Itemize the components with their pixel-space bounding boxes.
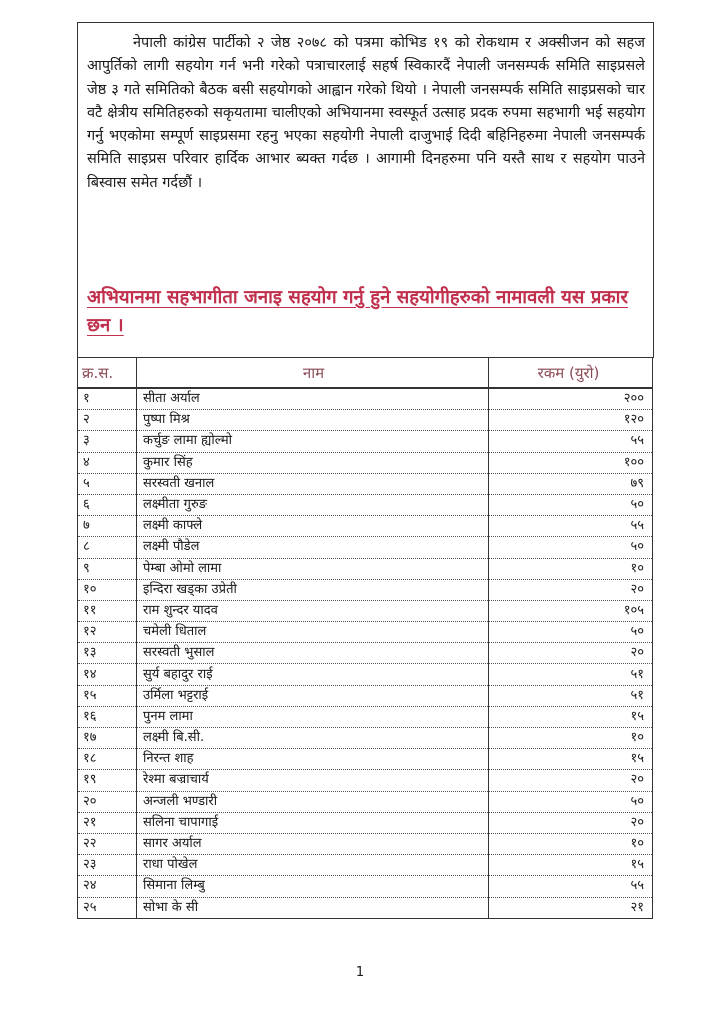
table-row xyxy=(78,600,653,621)
cell-serial: ५ xyxy=(78,473,137,494)
cell-amount: ५१ xyxy=(489,685,653,706)
table-row xyxy=(78,473,653,494)
table-row xyxy=(78,833,653,854)
table-row xyxy=(78,494,653,515)
table-row xyxy=(78,537,653,558)
cell-amount: १२० xyxy=(489,410,653,431)
cell-serial: १४ xyxy=(78,664,137,685)
table-header-row xyxy=(78,358,653,389)
cell-name: लक्ष्मी बि.सी. xyxy=(137,728,489,749)
table-row xyxy=(78,706,653,727)
table-row xyxy=(78,664,653,685)
cell-amount: १० xyxy=(489,833,653,854)
table-row xyxy=(78,643,653,664)
cell-name: कुमार सिंह xyxy=(137,452,489,473)
cell-name: पुनम लामा xyxy=(137,706,489,727)
cell-amount: १०० xyxy=(489,452,653,473)
cell-amount: २१ xyxy=(489,897,653,918)
cell-amount: २० xyxy=(489,770,653,791)
cell-serial: ४ xyxy=(78,452,137,473)
cell-amount: २०० xyxy=(489,388,653,410)
cell-name: पेम्बा ओमो लामा xyxy=(137,558,489,579)
cell-serial: १० xyxy=(78,579,137,600)
cell-serial: ११ xyxy=(78,600,137,621)
table-row xyxy=(78,452,653,473)
cell-name: लक्ष्मी पौडेल xyxy=(137,537,489,558)
cell-name: उर्मिला भट्टराई xyxy=(137,685,489,706)
cell-serial: १३ xyxy=(78,643,137,664)
cell-serial: २० xyxy=(78,791,137,812)
cell-amount: ५० xyxy=(489,791,653,812)
cell-amount: ५० xyxy=(489,537,653,558)
cell-name: चमेली धिताल xyxy=(137,622,489,643)
table-row xyxy=(78,876,653,897)
table-row xyxy=(78,685,653,706)
cell-serial: १८ xyxy=(78,749,137,770)
cell-amount: ५५ xyxy=(489,876,653,897)
section-heading xyxy=(87,284,647,340)
cell-name: अन्जली भण्डारी xyxy=(137,791,489,812)
cell-name: कर्चुङ लामा ह्योल्मो xyxy=(137,431,489,452)
cell-serial: ८ xyxy=(78,537,137,558)
table-row xyxy=(78,388,653,410)
page-number: 1 xyxy=(355,965,365,980)
cell-amount: १०५ xyxy=(489,600,653,621)
cell-amount: २० xyxy=(489,812,653,833)
cell-name: राधा पोखेल xyxy=(137,855,489,876)
cell-name: लक्ष्मीता गुरुङ xyxy=(137,494,489,515)
cell-serial: १२ xyxy=(78,622,137,643)
cell-serial: १५ xyxy=(78,685,137,706)
cell-name: राम शुन्दर यादव xyxy=(137,600,489,621)
table-row xyxy=(78,579,653,600)
cell-amount: १० xyxy=(489,728,653,749)
cell-amount: ७९ xyxy=(489,473,653,494)
cell-serial: २४ xyxy=(78,876,137,897)
cell-serial: १ xyxy=(78,388,137,410)
table-row xyxy=(78,770,653,791)
table-row xyxy=(78,791,653,812)
table-row xyxy=(78,558,653,579)
cell-amount: ५० xyxy=(489,494,653,515)
cell-name: सिमाना लिम्बु xyxy=(137,876,489,897)
cell-amount: ५० xyxy=(489,622,653,643)
cell-name: सीता अर्याल xyxy=(137,388,489,410)
cell-serial: २ xyxy=(78,410,137,431)
cell-amount: ५५ xyxy=(489,431,653,452)
cell-name: सुर्य बहादुर राई xyxy=(137,664,489,685)
cell-amount: ५५ xyxy=(489,516,653,537)
cell-serial: ९ xyxy=(78,558,137,579)
cell-amount: २० xyxy=(489,643,653,664)
header-name: नाम xyxy=(137,358,489,389)
cell-amount: १५ xyxy=(489,749,653,770)
cell-serial: ३ xyxy=(78,431,137,452)
cell-amount: २० xyxy=(489,579,653,600)
cell-serial: १६ xyxy=(78,706,137,727)
cell-name: सोभा के सी xyxy=(137,897,489,918)
table-row xyxy=(78,749,653,770)
table-row xyxy=(78,728,653,749)
cell-serial: २३ xyxy=(78,855,137,876)
cell-amount: १५ xyxy=(489,706,653,727)
cell-name: सरस्वती खनाल xyxy=(137,473,489,494)
cell-name: पुष्पा मिश्र xyxy=(137,410,489,431)
header-amount: रकम (युरो) xyxy=(489,358,653,389)
cell-serial: १७ xyxy=(78,728,137,749)
cell-name: सागर अर्याल xyxy=(137,833,489,854)
cell-serial: ६ xyxy=(78,494,137,515)
cell-name: सरस्वती भुसाल xyxy=(137,643,489,664)
cell-name: रेश्मा बज्राचार्य xyxy=(137,770,489,791)
cell-serial: २२ xyxy=(78,833,137,854)
cell-name: निरन्त शाह xyxy=(137,749,489,770)
cell-amount: ५१ xyxy=(489,664,653,685)
cell-amount: १५ xyxy=(489,855,653,876)
cell-serial: २१ xyxy=(78,812,137,833)
table-row xyxy=(78,622,653,643)
cell-serial: ७ xyxy=(78,516,137,537)
cell-name: सलिना चापागाई xyxy=(137,812,489,833)
table-body xyxy=(78,388,653,918)
section-heading-text: अभियानमा सहभागीता जनाइ सहयोग गर्नु हुने सहयोगीहरुको नामावली यस प्रकार छन । xyxy=(87,287,628,336)
table-row xyxy=(78,855,653,876)
cell-amount: १० xyxy=(489,558,653,579)
table-row xyxy=(78,516,653,537)
table-row xyxy=(78,410,653,431)
cell-serial: २५ xyxy=(78,897,137,918)
cell-name: इन्दिरा खड्का उप्रेती xyxy=(137,579,489,600)
header-serial: क्र.स. xyxy=(78,358,137,389)
table-row xyxy=(78,812,653,833)
cell-serial: १९ xyxy=(78,770,137,791)
table-row xyxy=(78,431,653,452)
cell-name: लक्ष्मी काफ्ले xyxy=(137,516,489,537)
donor-table xyxy=(77,357,653,919)
intro-paragraph: नेपाली कांग्रेस पार्टीको २ जेष्ठ २०७८ को पत्रमा कोभिड १९ को रोकथाम र अक्सीजन को सहज आपुर्तिको लागी सहयोग गर्न भनी गरेको पत्राचारलाई सहर्ष स्विकारदैं नेपाली जनसम्पर्क समिति साइप्रसले जेष्ठ ३ गते समितिको बैठक बसी सहयोगको आह्वान गरेको थियो । नेपाली जनसम्पर्क समिति साइप्रसको चार वटै क्षेत्रीय समितिहरुको सकृयतामा चालीएको अभियानमा स्वस्फूर्त उत्साह प्रदक रुपमा सहभागी भई सहयोग गर्नु भएकोमा सम्पूर्ण साइप्रसमा रहनु भएका सहयोगी नेपाली दाजुभाई दिदी बहिनिहरुमा नेपाली जनसम्पर्क समिति साइप्रस परिवार हार्दिक आभार ब्यक्त गर्दछ । आगामी दिनहरुमा पनि यस्तै साथ र सहयोग पाउने बिस्वास समेत गर्दछौं । xyxy=(87,35,645,191)
table-row xyxy=(78,897,653,918)
